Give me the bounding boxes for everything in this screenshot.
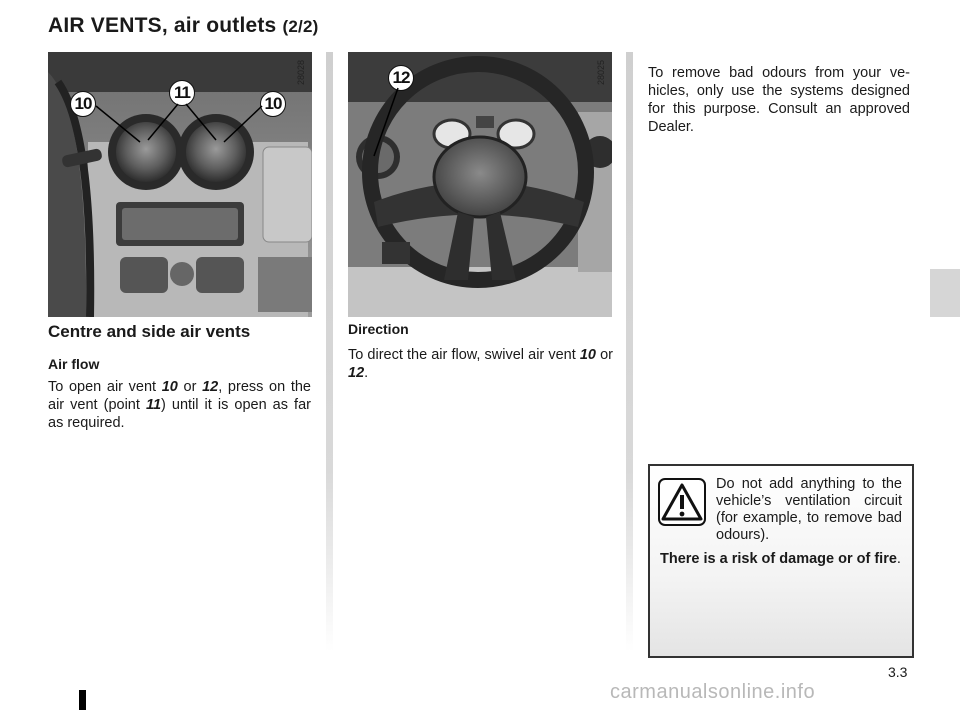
warning-risk-text: There is a risk of damage or of fire. [660, 551, 901, 567]
odour-note: To remove bad odours from your ve-hicles, only use the systems designed for this purpose. Consult an approved Dealer. [648, 65, 910, 135]
callout-leader-lines [360, 80, 420, 170]
callout-10-left: 10 [70, 91, 96, 117]
watermark-text: carmanualsonline.info [610, 681, 816, 703]
direction-heading: Direction [348, 321, 409, 337]
chapter-tab [930, 269, 960, 317]
page-title [48, 14, 318, 38]
crop-mark [79, 690, 86, 710]
callout-12: 12 [388, 65, 414, 91]
callout-leader-lines [48, 90, 312, 170]
airflow-paragraph: To open air vent 10 or 12, press on the air vent (point 11) until it is open as far as required. [48, 379, 311, 431]
warning-triangle-icon [658, 478, 706, 526]
warning-box [648, 464, 914, 658]
direction-paragraph: To direct the air flow, swivel air vent 10 or 12. [348, 347, 613, 381]
page-number: 3.3 [888, 664, 908, 680]
title-main: AIR VENTS, air outlets [48, 14, 277, 37]
callout-10-right: 10 [260, 91, 286, 117]
title-suffix: (2/2) [282, 17, 319, 36]
column-rule-2 [626, 52, 633, 652]
figure-code: 28025 [596, 59, 606, 85]
column-rule-1 [326, 52, 333, 652]
figure-code: 28028 [296, 59, 306, 85]
airflow-heading: Air flow [48, 356, 100, 372]
warning-text: Do not add anything to the vehicle’s ventilation circuit (for example, to remove bad odours). [716, 476, 902, 543]
callout-11: 11 [169, 80, 195, 106]
section-heading: Centre and side air vents [48, 322, 251, 341]
